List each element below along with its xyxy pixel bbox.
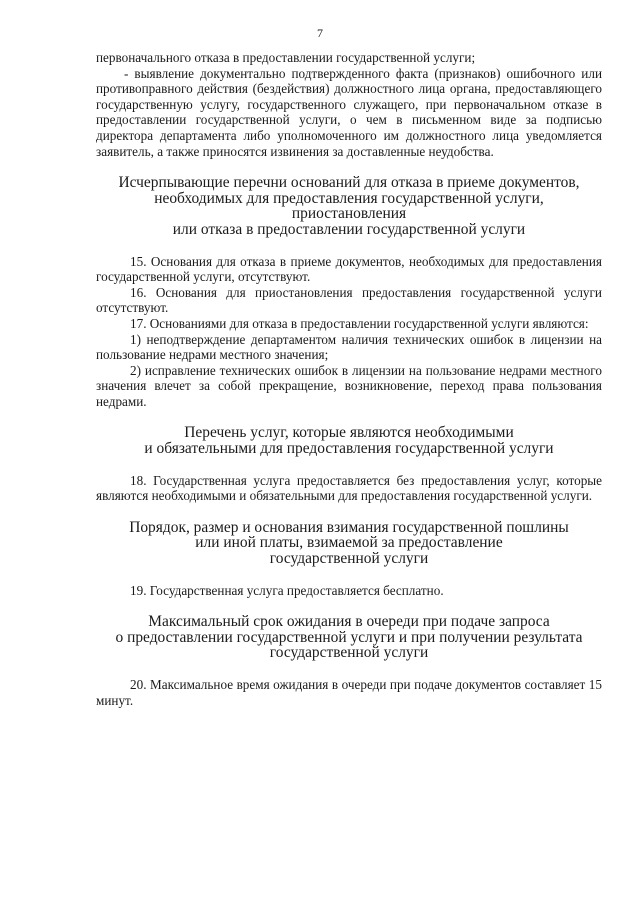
paragraph-18: 18. Государственная услуга предоставляется без предоставления услуг, которые являются необходимыми и обязательными для предоставления государственной услуги. [96,472,602,504]
document-body [96,50,602,708]
paragraph-17-item-2: 2) исправление технических ошибок в лицензии на пользование недрами местного значения влечет за собой прекращение, возникновение, переход права пользования недрами. [96,362,602,409]
heading-queue-time: Максимальный срок ожидания в очереди при подаче запроса о предоставлении государственной услуги и при получении результата государственной услуги [115,613,583,662]
paragraph-19: 19. Государственная услуга предоставляется бесплатно. [130,582,444,598]
paragraph-violation-fact: - выявление документально подтвержденного факта (признаков) ошибочного или противоправного действия (бездействия) должностного лица органа, предоставляющего государственную услугу, государственного служащего, при первоначальном отказе в предоставлении государственной услуги, о чем в письменном виде за подписью директора департамента либо уполномоченного им должностного лица уведомляется заявитель, а также приносятся извинения за доставленные неудобства. [96,65,602,159]
paragraph-16: 16. Основания для приостановления предоставления государственной услуги отсутствуют. [96,284,602,316]
page-number: 7 [317,26,323,40]
heading-refusal-grounds: Исчерпывающие перечни оснований для отказа в приеме документов, необходимых для предоставления государственной услуги, приостановления или отказа в предоставлении государственной услуги [118,174,580,238]
heading-state-fee: Порядок, размер и основания взимания государственной пошлины или иной платы, взимаемой за предоставление государственной услуги [129,518,569,568]
paragraph-17: 17. Основаниями для отказа в предоставлении государственной услуги являются: [130,315,589,331]
paragraph-17-item-1: 1) неподтверждение департаментом наличия технических ошибок в лицензии на пользование недрами местного значения; [96,331,602,363]
paragraph-15: 15. Основания для отказа в приеме документов, необходимых для предоставления государственной услуги, отсутствуют. [96,253,602,285]
paragraph-continuation: первоначального отказа в предоставлении государственной услуги; [96,50,476,65]
heading-required-services: Перечень услуг, которые являются необходимыми и обязательными для предоставления государственной услуги [144,424,554,458]
paragraph-20: 20. Максимальное время ожидания в очереди при подаче документов составляет 15 минут. [96,677,602,708]
